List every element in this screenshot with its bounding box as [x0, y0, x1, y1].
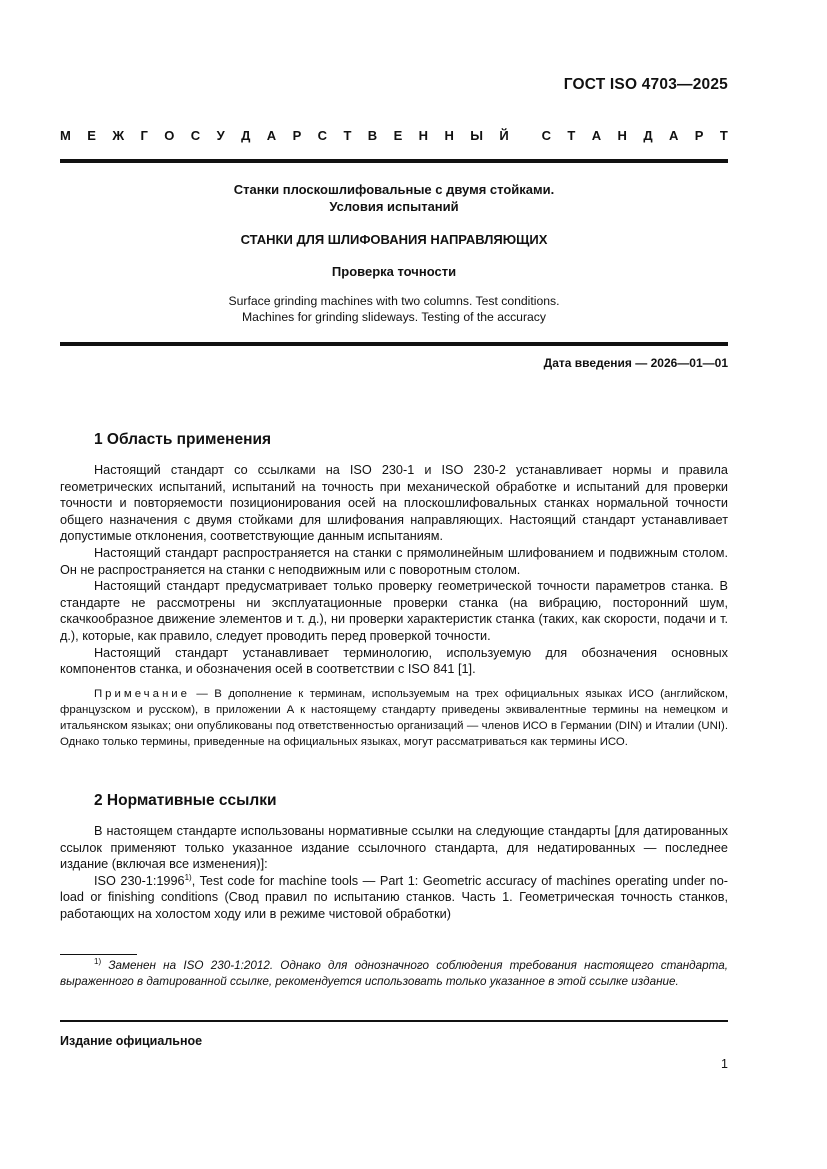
section2-body	[60, 823, 728, 923]
title-en-line2: Machines for grinding slideways. Testing of the accuracy	[242, 310, 546, 324]
banner-letter: Е	[393, 128, 403, 143]
title-ru-sub: Проверка точности	[331, 264, 457, 279]
banner-letter: Й	[499, 128, 509, 143]
title-ru-main: СТАНКИ ДЛЯ ШЛИФОВАНИЯ НАПРАВЛЯЮЩИХ	[240, 232, 548, 247]
header-rule-bottom	[60, 342, 728, 346]
footnote-rule	[60, 954, 137, 955]
footnote-text: Заменен на ISO 230-1:2012. Однако для однозначного соблюдения требования настоящего стандарта, выраженного в датированной ссылке, рекомендуется использовать только указанное в этой ссылке издание.	[60, 959, 728, 988]
banner-letter: Т	[567, 128, 576, 143]
banner-letter: А	[266, 128, 277, 143]
section1-heading: 1 Область применения	[94, 431, 272, 448]
banner-letter: Н	[418, 128, 429, 143]
banner-letter: С	[190, 128, 201, 143]
banner-letter: В	[367, 128, 378, 143]
official-edition-label: Издание официальное	[60, 1034, 203, 1048]
reference-item	[60, 873, 728, 923]
footnote-reference[interactable]: 1)	[184, 872, 192, 882]
footnote	[60, 958, 728, 990]
note-text: — В дополнение к терминам, используемым на трех официальных языках ИСО (английском, французском и русском), в приложении А к настоящему стандарту приведены эквивалентные термины на немецком и итальянском языках; они опубликованы под ответственностью организаций — членов ИСО в Германии (DIN) и Италии (UNI). Однако только термины, приведенные на официальных языках, могут рассматриваться как термины ИСО.	[60, 688, 728, 748]
banner-letter: У	[216, 128, 225, 143]
page-number: 1	[721, 1057, 728, 1071]
section1-note	[60, 686, 728, 750]
banner-letter: Т	[343, 128, 352, 143]
banner-letter: Н	[617, 128, 627, 143]
section1-paragraph: Настоящий стандарт устанавливает терминологию, используемую для обозначения основных компонентов станка, и обозначения осей в соответствии с ISO 841 [1].	[60, 645, 728, 677]
reference-code: ISO 230-1:1996	[94, 873, 185, 888]
banner-letter: Н	[444, 128, 454, 143]
section2-paragraph: В настоящем стандарте использованы нормативные ссылки на следующие стандарты [для датированных ссылок применяют только указанное издание ссылочного стандарта, для недатированных — последнее издание (включая все изменения)]:	[60, 824, 728, 872]
standard-code: ГОСТ ISO 4703—2025	[563, 76, 728, 93]
banner-letter: Ж	[112, 128, 125, 143]
interstate-standard-banner	[60, 128, 728, 143]
section1-paragraph: Настоящий стандарт предусматривает только проверку геометрической точности параметров станка. В стандарте не рассмотрены ни эксплуатационные проверки станка (на вибрацию, посторонний шум, скачкообразное движение элементов и т. д.), ни проверки характеристик станка (таких, как скорости, подачи и т. д.), которые, как правило, следует проводить перед проверкой точности.	[60, 579, 728, 643]
banner-letter: Р	[694, 128, 704, 143]
footnote-marker: 1)	[94, 957, 102, 967]
banner-letter: О	[164, 128, 175, 143]
banner-letter: Р	[292, 128, 302, 143]
header-rule-top	[60, 159, 728, 163]
section1-paragraph: Настоящий стандарт со ссылками на ISO 230-1 и ISO 230-2 устанавливает нормы и правила геометрических испытаний, испытаний на точность при механической обработке и испытаний для проверки точности и повторяемости позиционирования осей на плоскошлифовальных станках нормальной точности общего назначения с двумя стойками для шлифования направляющих. Настоящий стандарт устанавливает допустимые отклонения, соответствующие данным испытаниям.	[60, 463, 728, 544]
section1-paragraph: Настоящий стандарт распространяется на станки с прямолинейным шлифованием и подвижным столом. Он не распространяется на станки с неподвижным или с поворотным столом.	[60, 545, 728, 577]
note-label: Примечание	[94, 688, 190, 700]
banner-letter: Ы	[470, 128, 483, 143]
title-ru-line2: Условия испытаний	[329, 199, 459, 214]
banner-letter: С	[317, 128, 328, 143]
banner-letter: С	[541, 128, 551, 143]
section2-heading: 2 Нормативные ссылки	[94, 792, 277, 809]
banner-letter: Д	[643, 128, 653, 143]
banner-letter: М	[60, 128, 71, 143]
section1-body	[60, 462, 728, 678]
title-en-line1: Surface grinding machines with two columns. Test conditions.	[228, 294, 560, 308]
introduction-date: Дата введения — 2026—01—01	[543, 356, 728, 370]
title-ru-line1: Станки плоскошлифовальные с двумя стойками.	[233, 182, 555, 197]
banner-letter: Д	[241, 128, 251, 143]
banner-letter: А	[668, 128, 679, 143]
banner-letter: Г	[140, 128, 148, 143]
banner-letter: А	[591, 128, 602, 143]
footer-rule	[60, 1020, 728, 1022]
banner-letter: Т	[719, 128, 728, 143]
reference-text: , Test code for machine tools — Part 1: Geometric accuracy of machines operating under no-load or finishing conditions (Свод правил по испытанию станков. Часть 1. Геометрическая точность станков, работающих на холостом ходу или в режиме чистовой обработки)	[60, 873, 728, 921]
banner-letter: Е	[87, 128, 96, 143]
